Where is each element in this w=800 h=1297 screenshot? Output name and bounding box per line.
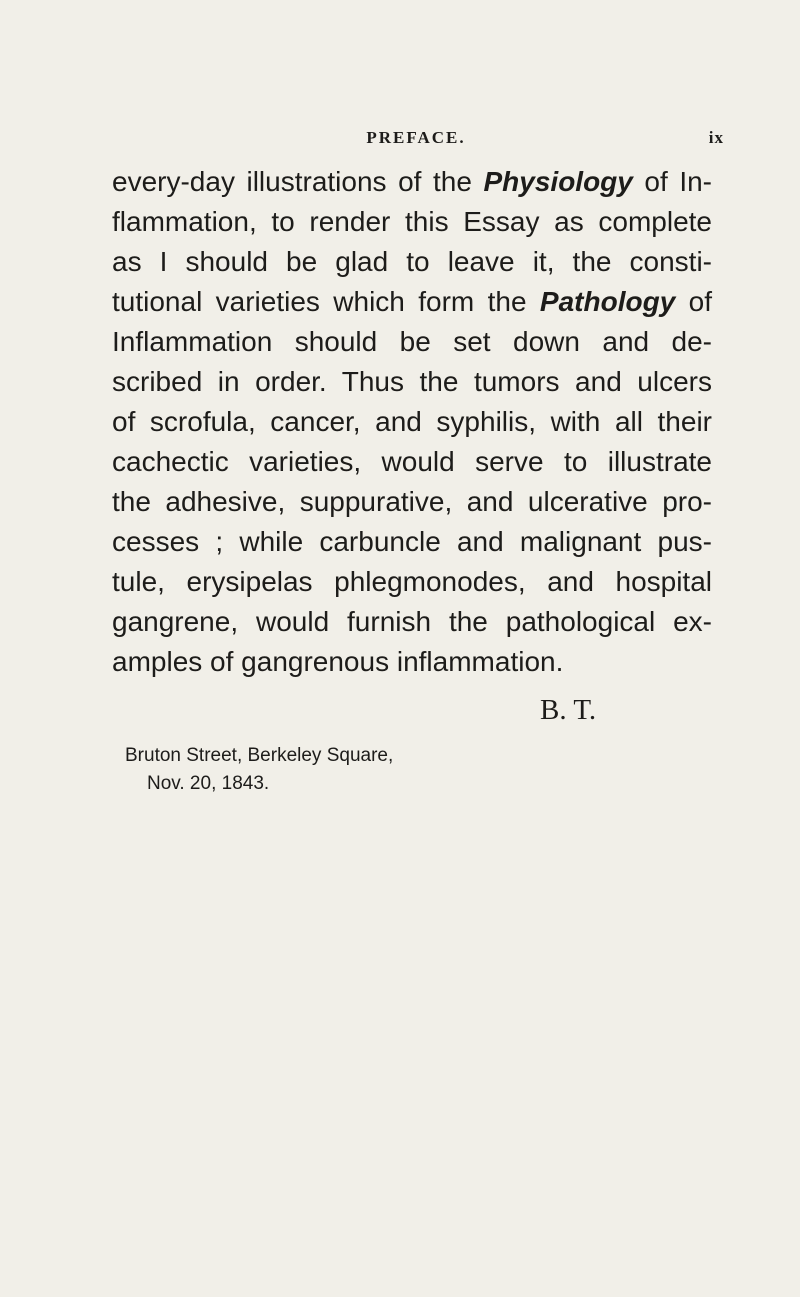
preface-paragraph bbox=[112, 162, 712, 682]
address-date: Nov. 20, 1843. bbox=[147, 773, 270, 794]
text-line: tule, erysipelas phlegmonodes, and hospital bbox=[112, 566, 712, 597]
text-line: scribed in order. Thus the tumors and ulcers bbox=[112, 366, 712, 397]
text-line: as I should be glad to leave it, the consti- bbox=[112, 246, 712, 277]
text-line: the adhesive, suppurative, and ulcerative pro- bbox=[112, 486, 712, 517]
text-line: Inflammation should be set down and de- bbox=[112, 326, 712, 357]
author-initials: B. T. bbox=[540, 694, 597, 726]
address-block bbox=[125, 742, 393, 798]
text-line: of scrofula, cancer, and syphilis, with all their bbox=[112, 406, 712, 437]
text-line: tutional varieties which form the Pathology of bbox=[112, 286, 712, 317]
text-line: cachectic varieties, would serve to illustrate bbox=[112, 446, 712, 477]
running-head bbox=[96, 128, 736, 158]
text-line: flammation, to render this Essay as complete bbox=[112, 206, 712, 237]
text-line: amples of gangrenous inflammation. bbox=[112, 646, 564, 677]
running-title: PREFACE. bbox=[366, 128, 466, 147]
text-line: cesses ; while carbuncle and malignant pus- bbox=[112, 526, 712, 557]
text-line: gangrene, would furnish the pathological ex- bbox=[112, 606, 712, 637]
page-number: ix bbox=[708, 128, 724, 147]
address-street: Bruton Street, Berkeley Square, bbox=[125, 745, 394, 766]
text-line: every-day illustrations of the Physiology of In- bbox=[112, 166, 712, 197]
